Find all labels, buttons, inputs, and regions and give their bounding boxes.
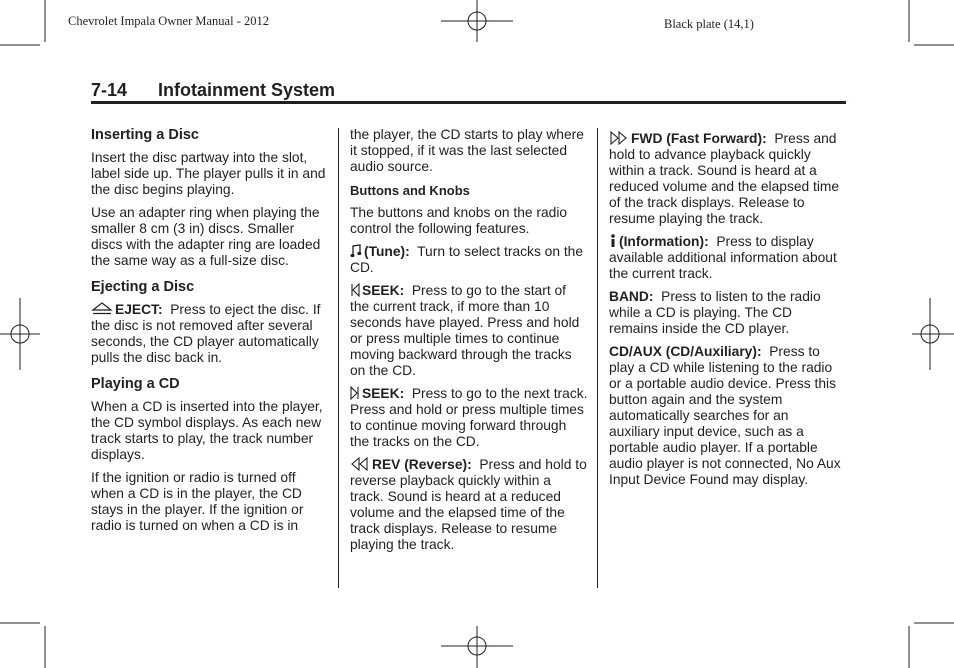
fast-forward-icon: [609, 131, 629, 145]
eject-description: Press to eject the disc. If the disc is not removed after several seconds, the CD player automatically pulls the disc back in.: [91, 302, 321, 365]
seek-back-term: SEEK:: [362, 283, 405, 298]
cd-aux-term: CD/AUX (CD/Auxiliary):: [609, 344, 762, 359]
column-2: [350, 127, 588, 560]
heading-buttons-knobs: Buttons and Knobs: [350, 183, 470, 198]
heading-ejecting-disc: Ejecting a Disc: [91, 279, 195, 295]
column-divider-right: [597, 128, 598, 588]
reverse-term: REV (Reverse):: [372, 457, 472, 472]
seek-forward-icon: [350, 386, 360, 400]
fast-forward-description: Press and hold to advance playback quickly within a track. Sound is heard at a reduced volume and the elapsed time of the track displays. Release to resume playing the track.: [609, 131, 840, 226]
column-1: [91, 127, 327, 541]
reverse-description: Press and hold to reverse playback quickly within a track. Sound is heard at a reduced volume and the elapsed time of the track displays. Release to resume playing the track.: [350, 457, 587, 552]
section-name: Infotainment System: [158, 80, 336, 100]
column-3: [609, 131, 841, 495]
buttons-intro: The buttons and knobs on the radio control the following features.: [350, 205, 568, 236]
seek-back-icon: [350, 283, 360, 297]
eject-icon: [91, 302, 113, 316]
band-description: Press to listen to the radio while a CD is playing. The CD remains inside the CD player.: [609, 289, 821, 336]
column-divider-left: [338, 128, 339, 588]
music-note-icon: [350, 244, 362, 258]
eject-term: EJECT:: [115, 302, 163, 317]
title-rule: [91, 101, 846, 104]
reverse-icon: [350, 457, 370, 471]
seek-back-item: [350, 283, 588, 379]
section-number: 7-14: [91, 80, 128, 100]
fast-forward-item: [609, 131, 841, 227]
fast-forward-term: FWD (Fast Forward):: [631, 131, 767, 146]
information-term: (Information):: [619, 234, 709, 249]
plate-label: Black plate (14,1): [664, 17, 754, 31]
reverse-item: [350, 457, 588, 553]
inserting-paragraph-1: Insert the disc partway into the slot, label side up. The player pulls it in and the disc begins playing.: [91, 150, 326, 197]
band-item: [609, 289, 841, 337]
seek-back-description: Press to go to the start of the current track, if more than 10 seconds have played. Press and hold or press multiple times to continue moving backward through the tracks on the CD.: [350, 283, 580, 378]
playing-paragraph-2: If the ignition or radio is turned off when a CD is in the player, the CD stays in the player. If the ignition or radio is turned on when a CD is in: [91, 470, 304, 533]
heading-playing-cd: Playing a CD: [91, 376, 180, 392]
tune-item: [350, 244, 588, 276]
band-term: BAND:: [609, 289, 654, 304]
tune-description: Turn to select tracks on the CD.: [350, 244, 584, 275]
cd-aux-item: [609, 344, 841, 488]
seek-forward-item: [350, 386, 588, 450]
section-title: [91, 80, 335, 101]
cd-aux-description: Press to play a CD while listening to the radio or a portable audio device. Press this button again and the system automatically searches for an auxiliary input device, such as a portable audio player. If a portable audio player is not connected, No Aux Input Device Found may display.: [609, 344, 841, 487]
information-description: Press to display available additional information about the current track.: [609, 234, 837, 281]
continued-paragraph: the player, the CD starts to play where it stopped, if it was the last selected audio source.: [350, 127, 584, 174]
manual-title: Chevrolet Impala Owner Manual - 2012: [68, 14, 269, 28]
inserting-paragraph-2: Use an adapter ring when playing the smaller 8 cm (3 in) discs. Smaller discs with the adapter ring are loaded the same way as a full-size disc.: [91, 205, 321, 268]
information-item: [609, 234, 841, 282]
information-icon: [609, 234, 617, 248]
eject-item: [91, 302, 327, 366]
tune-term: (Tune):: [364, 244, 410, 259]
seek-forward-description: Press to go to the next track. Press and hold or press multiple times to continue moving forward through the tracks on the CD.: [350, 386, 588, 449]
heading-inserting-disc: Inserting a Disc: [91, 127, 199, 143]
seek-forward-term: SEEK:: [362, 386, 405, 401]
playing-paragraph-1: When a CD is inserted into the player, the CD symbol displays. As each new track starts to play, the track number displays.: [91, 399, 323, 462]
